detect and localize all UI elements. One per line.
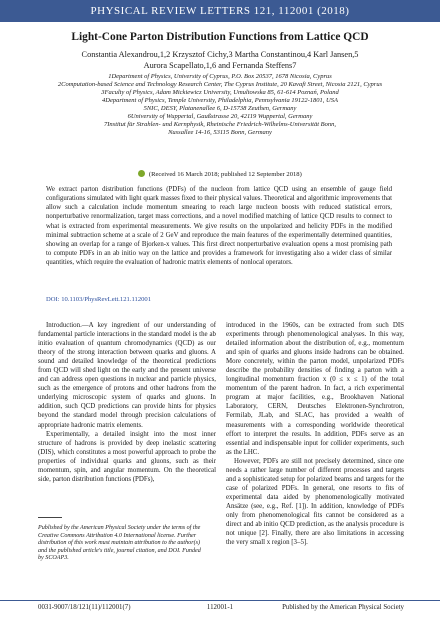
footer-journal-code: 0031-9007/18/121(11)/112001(7) xyxy=(38,604,131,611)
footer-publisher: Published by the American Physical Society xyxy=(282,604,404,611)
article-title: Light-Cone Parton Distribution Functions from Lattice QCD xyxy=(71,31,369,43)
affiliation-1: 1Department of Physics, University of Cyprus, P.O. Box 20537, 1678 Nicosia, Cyprus xyxy=(108,73,332,80)
affiliation-3: 3Faculty of Physics, Adam Mickiewicz University, Umultowska 85, 61-614 Poznań, Poland xyxy=(101,89,339,96)
footnote-divider xyxy=(38,517,62,518)
check-for-updates-icon[interactable] xyxy=(138,170,145,177)
author-list-line-2: Aurora Scapellato,1,6 and Fernanda Steffens7 xyxy=(143,61,297,70)
affiliation-6: 6University of Wuppertal, Gaußstrasse 20, 42119 Wuppertal, Germany xyxy=(127,113,313,120)
paragraph-introduction: Introduction.—A key ingredient of our understanding of fundamental particle interactions in the standard model is the ab initio evaluation of quantum chromodynamics (QCD) as our theory of the strong interaction between quarks and gluons. A sound and detailed knowledge of the theoretical predictions from QCD will shed light on the early and the present universe and can address open questions in nuclear and particle physics, such as the emergence of protons and other hadrons from the underlying microscopic system of quarks and gluons. In addition, such QCD predictions can provide hints for physics beyond the standard model through precision calculations of appropriate hadronic matrix elements. xyxy=(38,322,216,429)
received-text: (Received 16 March 2018; published 12 September 2018) xyxy=(148,171,302,178)
footer-page-number: 112001-1 xyxy=(206,604,234,611)
body-column-right xyxy=(226,321,404,547)
affiliation-2: 2Computation-based Science and Technology Research Center, The Cyprus Institute, 20 Kavafi Street, Nicosia 2121, Cyprus xyxy=(57,81,383,88)
journal-header-text: PHYSICAL REVIEW LETTERS 121, 112001 (2018) xyxy=(90,5,350,17)
license-notice: Published by the American Physical Society under the terms of the Creative Commons Attribution 4.0 International license. Further distribution of this work must maintain attribution to the author(s) and the published article's title, journal citation, and DOI. Funded by SCOAP3. xyxy=(38,525,201,562)
received-date xyxy=(20,170,420,178)
footer-rule xyxy=(0,600,440,601)
affiliation-4: 4Department of Physics, Temple University, Philadelphia, Pennsylvania 19122-1801, USA xyxy=(102,97,338,104)
doi-text[interactable]: DOI: 10.1103/PhysRevLett.121.112001 xyxy=(46,296,152,303)
abstract: We extract parton distribution functions (PDFs) of the nucleon from lattice QCD using an ensemble of gauge field configurations simulated with light quark masses fixed to their physical values. Theoretical and algorithmic improvements that allow such a calculation include momentum smearing to reach large nucleon boosts with reduced statistical errors, nonperturbative renormalization, target mass corrections, and a novel modified matching of lattice QCD results to connect to what is extracted from experimental measurements. We give results on the unpolarized and helicity PDFs in the modified minimal subtraction scheme at a scale of 2 GeV and reproduce the main features of the experimentally determined quantities, showing an overlap for a range of Bjorken-x values. This first direct nonperturbative evaluation opens a most promising path to compute PDFs in an ab initio way on the lattice and provides a framework for investigating also a wider class of similar quantities, which require the evaluation of hadronic matrix elements of nonlocal operators. xyxy=(46,186,392,267)
author-list-line-1: Constantia Alexandrou,1,2 Krzysztof Cichy,3 Martha Constantinou,4 Karl Jansen,5 xyxy=(81,50,359,59)
affiliation-7: 7Institut für Strahlen- und Kernphysik, Rheinische Friedrich-Wilhelms-Universität Bonn, xyxy=(104,121,336,128)
affiliation-5: 5NIC, DESY, Platanenallee 6, D-15738 Zeuthen, Germany xyxy=(143,105,297,112)
affiliation-7-cont: Nussallee 14-16, 53115 Bonn, Germany xyxy=(168,129,272,136)
paragraph-however: However, PDFs are still not precisely determined, since one needs a rather large number of different processes and targets and a sophisticated setup for polarized beams and targets for the case of polarized PDFs. In general, one resorts to fits of experimental data aided by phenomenologically motivated Ansätze (see, e.g., Ref. [1]). In addition, knowledge of PDFs only from phenomenological fits cannot be considered as a direct and ab initio QCD prediction, as the analysis procedure is not unique [2]. Finally, there are also limitations in accessing the very small x region [3–5]. xyxy=(226,457,404,547)
paragraph-continued: introduced in the 1960s, can be extracted from such DIS experiments through phenomenological analyses. In this way, detailed information about the distribution of, e.g., momentum and spin of quarks and gluons inside hadrons can be obtained. More concretely, within the parton model, unpolarized PDFs describe the probability densities of finding a parton with a longitudinal momentum fraction x (0 ≤ x ≤ 1) of the total momentum of the parent hadron. In fact, a rich experimental program at major facilities, e.g., Brookhaven National Laboratory, CERN, Deutsches Elektronen-Synchrotron, Fermilab, JLab, and SLAC, has provided a wealth of measurements with a corresponding worldwide theoretical effort to interpret the results. In addition, PDFs serve as an essential and indispensable input for collider experiments, such as the LHC. xyxy=(226,322,404,456)
body-column-left xyxy=(38,321,216,484)
journal-header-bar xyxy=(0,0,440,22)
paragraph-experimental: Experimentally, a detailed insight into the most inner structure of hadrons is provided by deep inelastic scattering (DIS), which constitutes a most powerful approach to probe the properties of individual quarks and gluons, such as their momentum, spin, and angular momentum. On the theoretical side, parton distribution functions (PDFs), xyxy=(38,430,216,483)
doi-link[interactable] xyxy=(46,296,151,303)
